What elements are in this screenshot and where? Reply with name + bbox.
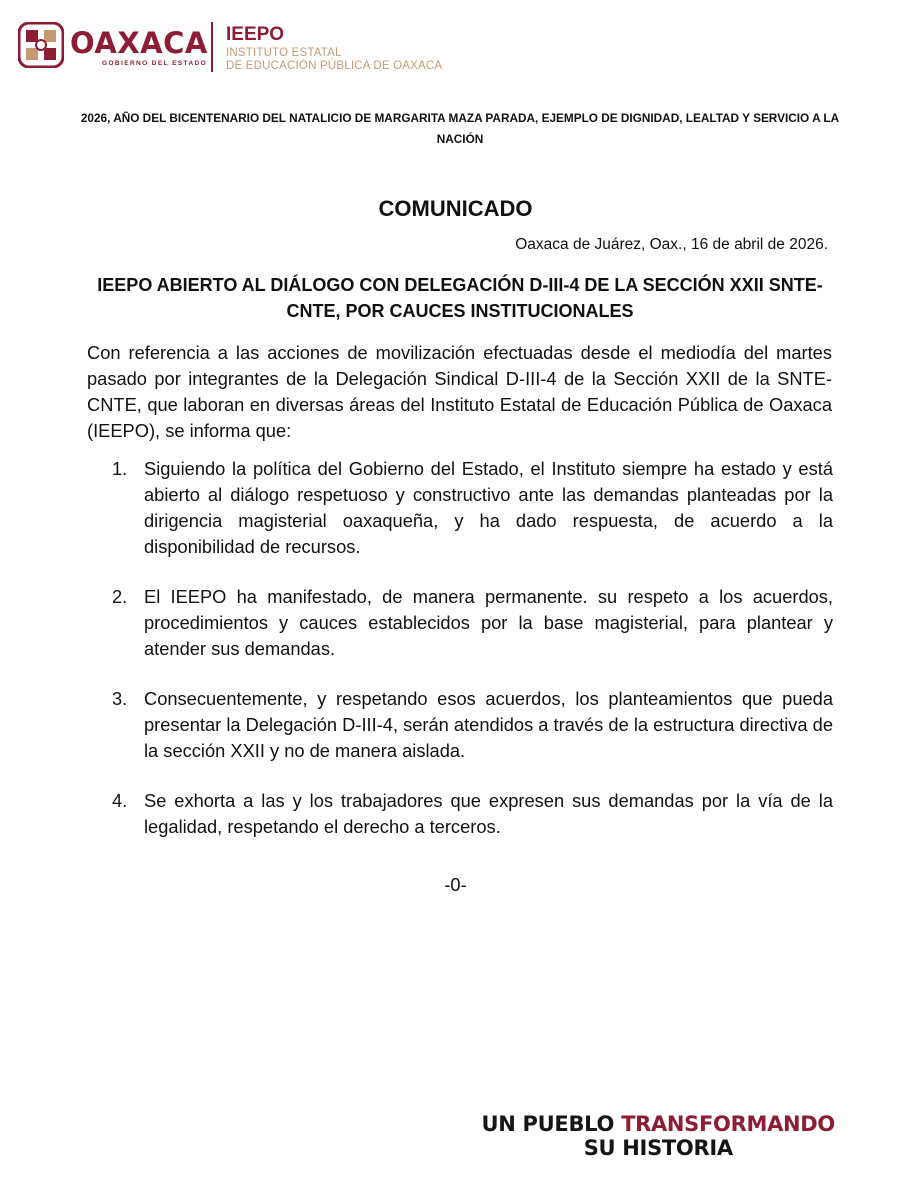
footer-slogan <box>482 1112 835 1160</box>
header-divider <box>211 22 213 72</box>
headline: IEEPO ABIERTO AL DIÁLOGO CON DELEGACIÓN D-III-4 DE LA SECCIÓN XXII SNTE-CNTE, POR CAUCES INSTITUCIONALES <box>97 275 823 321</box>
place-date: Oaxaca de Juárez, Oax., 16 de abril de 2026. <box>515 236 828 253</box>
list-item-number: 2. <box>112 586 128 607</box>
list-item-number: 1. <box>112 458 128 479</box>
oaxaca-emblem-icon <box>18 22 64 68</box>
list-item <box>100 584 833 662</box>
state-logo-text: OAXACA <box>70 26 208 60</box>
slogan-part2: TRANSFORMANDO <box>621 1112 835 1136</box>
letterhead <box>18 22 448 74</box>
slogan-part1: UN PUEBLO <box>481 1112 615 1136</box>
intro-paragraph: Con referencia a las acciones de movilización efectuadas desde el mediodía del martes pasado por integrantes de la Delegación Sindical D-III-4 de la Sección XXII de la SNTE-CNTE, que laboran en diversas áreas del Instituto Estatal de Educación Pública de Oaxaca (IEEPO), se informa que: <box>87 342 832 441</box>
agency-name <box>226 47 456 73</box>
numbered-list <box>100 456 833 864</box>
list-item-text: Consecuentemente, y respetando esos acuerdos, los planteamientos que pueda presentar la Delegación D-III-4, serán atendidos a través de la estructura directiva de la sección XXII y no de manera aislada. <box>144 688 833 761</box>
list-item <box>100 788 833 840</box>
state-logo-subtitle: GOBIERNO DEL ESTADO <box>102 60 208 67</box>
agency-name-line1: INSTITUTO ESTATAL <box>226 47 342 59</box>
list-item-number: 4. <box>112 790 128 811</box>
list-item <box>100 456 833 560</box>
list-item-text: El IEEPO ha manifestado, de manera permanente. su respeto a los acuerdos, procedimientos y cauces establecidos por la base magisterial, para plantear y atender sus demandas. <box>144 586 833 659</box>
year-motto: 2026, AÑO DEL BICENTENARIO DEL NATALICIO DE MARGARITA MAZA PARADA, EJEMPLO DE DIGNIDAD, LEALTAD Y SERVICIO A LA NACIÓN <box>80 111 840 146</box>
slogan-line1 <box>482 1112 835 1136</box>
agency-name-line2: DE EDUCACIÓN PÚBLICA DE OAXACA <box>226 60 443 72</box>
agency-acronym: IEEPO <box>226 24 285 45</box>
document-title: COMUNICADO <box>378 196 533 221</box>
list-item <box>100 686 833 764</box>
list-item-text: Siguiendo la política del Gobierno del Estado, el Instituto siempre ha estado y está abierto al diálogo respetuoso y constructivo ante las demandas planteadas por la dirigencia magisterial oaxaqueña, y ha dado respuesta, de acuerdo a la disponibilidad de recursos. <box>144 458 833 557</box>
closing-mark: -0- <box>444 874 467 895</box>
list-item-number: 3. <box>112 688 128 709</box>
list-item-text: Se exhorta a las y los trabajadores que expresen sus demandas por la vía de la legalidad, respetando el derecho a terceros. <box>144 790 833 837</box>
slogan-line2: SU HISTORIA <box>583 1136 733 1160</box>
